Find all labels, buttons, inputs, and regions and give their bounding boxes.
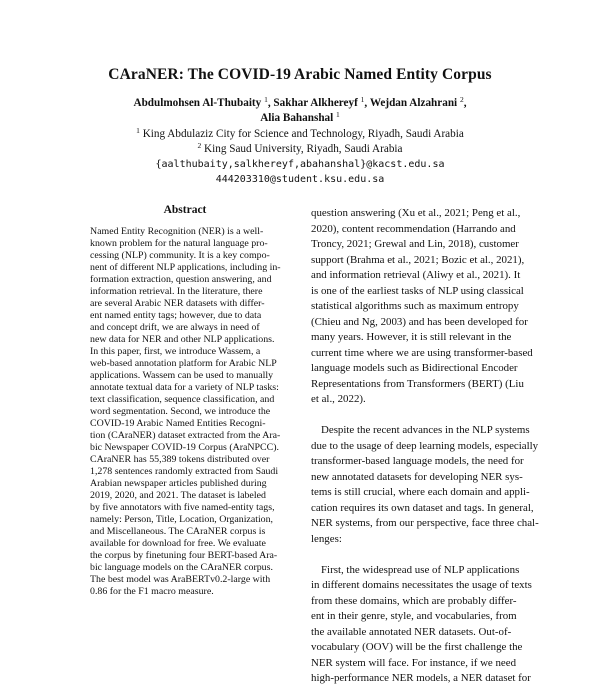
body-line: current time where we are using transformer-based: [311, 346, 533, 359]
body-line: NER systems, from our perspective, face three chal-: [311, 517, 539, 529]
affiliation-text: King Saud University, Riyadh, Saudi Arabia: [204, 143, 403, 155]
affiliation: [0, 127, 600, 142]
body-line: in different domains necessitates the usage of texts: [311, 579, 532, 591]
abstract-line: 0.86 for the F1 macro measure.: [90, 586, 214, 597]
abstract-line: tion (CAraNER) dataset extracted from the Ara-: [90, 430, 281, 441]
author-name: Abdulmohsen Al-Thubaity: [133, 97, 262, 109]
abstract-line: Named Entity Recognition (NER) is a well-: [90, 226, 264, 237]
body-line: many years. However, it is still relevant in the: [311, 331, 512, 343]
body-line: ent in their genre, style, and vocabularies, from: [311, 610, 517, 622]
body-line: NER system will face. For instance, if we need: [311, 656, 517, 669]
abstract-line: The best model was AraBERTv0.2-large with: [90, 574, 271, 585]
abstract-line: bic Newspaper COVID-19 Corpus (AraNPCC).: [90, 442, 279, 453]
abstract-line: 2019, 2020, and 2021. The dataset is labeled: [90, 490, 266, 501]
body-line: language models such as Bidirectional Encoder: [311, 362, 518, 374]
abstract-line: bic language models on the CAraNER corpus.: [90, 562, 273, 573]
abstract-line: web-based annotation platform for Arabic NLP: [90, 358, 277, 369]
paper-title: CAraNER: The COVID-19 Arabic Named Entity Corpus: [108, 66, 492, 83]
body-line: question answering (Xu et al., 2021; Peng et al.,: [311, 207, 521, 219]
body-line: support (Brahma et al., 2021; Bozic et al., 2021),: [311, 253, 525, 266]
affiliation-number: 2: [197, 141, 202, 150]
body-line: vocabulary (OOV) will be the first challenge the: [311, 641, 523, 653]
abstract-line: text classification, sequence classification, and: [90, 394, 275, 405]
body-line: Troncy, 2021; Grewal and Lin, 2018), customer: [311, 238, 519, 250]
abstract-line: applications. Wassem can be used to manually: [90, 370, 274, 381]
abstract-line: are several Arabic NER datasets with differ-: [90, 298, 265, 309]
body-line: Despite the recent advances in the NLP systems: [321, 424, 530, 436]
abstract-line: Arabian newspaper articles published during: [90, 478, 267, 489]
abstract-line: cessing (NLP) community. It is a key compo-: [90, 250, 270, 261]
author-list: Abdulmohsen Al-Thubaity $^1$, Sakhar Alkhereyf $^1$, Wejdan Alzahrani $^2$, Alia Bahanshal $^1$: [133, 95, 467, 124]
body-line: statistical algorithms such as maximum entropy: [311, 300, 519, 312]
abstract-line: 1,278 sentences randomly extracted from Saudi: [90, 466, 279, 477]
abstract-line: the corpus by finetuning four BERT-based Ara-: [90, 550, 278, 561]
body-line: (Chieu and Ng, 2003) and has been developed for: [311, 315, 528, 328]
author-email[interactable]: {aalthubaity,salkhereyf,abahanshal}@kacst.edu.sa: [155, 159, 445, 170]
affiliation: [0, 142, 600, 157]
abstract-line: available for download for free. We evaluate: [90, 538, 266, 549]
body-line: First, the widespread use of NLP applications: [321, 563, 520, 576]
author-email[interactable]: 444203310@student.ksu.edu.sa: [215, 174, 385, 185]
abstract-line: annotate textual data for a variety of NLP tasks:: [90, 382, 279, 393]
author-name: Alia Bahanshal: [260, 112, 334, 124]
abstract-line: word segmentation. Second, we introduce the: [90, 406, 271, 417]
abstract-line: information retrieval. In the literature, there: [90, 286, 263, 297]
abstract-line: formation extraction, question answering, and: [90, 274, 272, 285]
abstract-line: COVID-19 Arabic Named Entities Recogni-: [90, 418, 266, 429]
body-line: 2020), content recommendation (Harrando and: [311, 222, 516, 235]
body-line: lenges:: [311, 532, 342, 545]
affiliation-text: King Abdulaziz City for Science and Technology, Riyadh, Saudi Arabia: [142, 128, 464, 140]
affiliation-number: 1: [136, 126, 140, 135]
body-line: new annotated datasets for developing NER sys-: [311, 470, 523, 483]
body-line: the available annotated NER datasets. Out-of-: [311, 625, 512, 638]
abstract-line: CAraNER has 55,389 tokens distributed over: [90, 454, 270, 465]
body-line: high-performance NER models, a NER dataset for: [311, 672, 531, 684]
body-line: [311, 547, 531, 563]
body-line: is one of the earliest tasks of NLP using classical: [311, 284, 524, 297]
abstract-heading: Abstract: [163, 204, 207, 216]
abstract-line: and Miscellaneous. The CAraNER corpus is: [90, 526, 266, 537]
body-line: [311, 408, 531, 424]
abstract-line: new data for NER and other NLP applications.: [90, 334, 275, 345]
abstract-line: In this paper, first, we introduce Wassem, a: [90, 346, 261, 357]
author-affiliation-mark: 1: [264, 95, 268, 104]
abstract-line: and concept drift, we are always in need of: [90, 322, 260, 333]
abstract-line: nent of different NLP applications, including in-: [90, 262, 281, 273]
abstract-line: ent named entity tags; however, due to data: [90, 310, 262, 321]
abstract-line: namely: Person, Title, Location, Organization,: [90, 514, 274, 525]
body-line: transformer-based language models, the need for: [311, 455, 524, 467]
author-affiliation-mark: 1: [360, 95, 365, 104]
author-name: Sakhar Alkhereyf: [273, 97, 358, 109]
author-name: Wejdan Alzahrani: [369, 97, 458, 109]
body-line: due to the usage of deep learning models, especially: [311, 439, 539, 452]
body-line: and information retrieval (Aliwy et al., 2021). It: [311, 269, 521, 281]
body-line: Representations from Transformers (BERT) (Liu: [311, 377, 524, 390]
body-line: tems is still crucial, where each domain and appli-: [311, 486, 530, 498]
body-line: from these domains, which are probably differ-: [311, 594, 517, 607]
body-line: et al., 2022).: [311, 393, 366, 405]
author-affiliation-mark: 2: [459, 95, 464, 104]
author-affiliation-mark: 1: [336, 110, 340, 119]
abstract-line: by five annotators with five named-entity tags,: [90, 502, 275, 513]
body-line: cation requires its own dataset and tags. In general,: [311, 501, 534, 514]
abstract-line: known problem for the natural language pro-: [90, 238, 268, 249]
